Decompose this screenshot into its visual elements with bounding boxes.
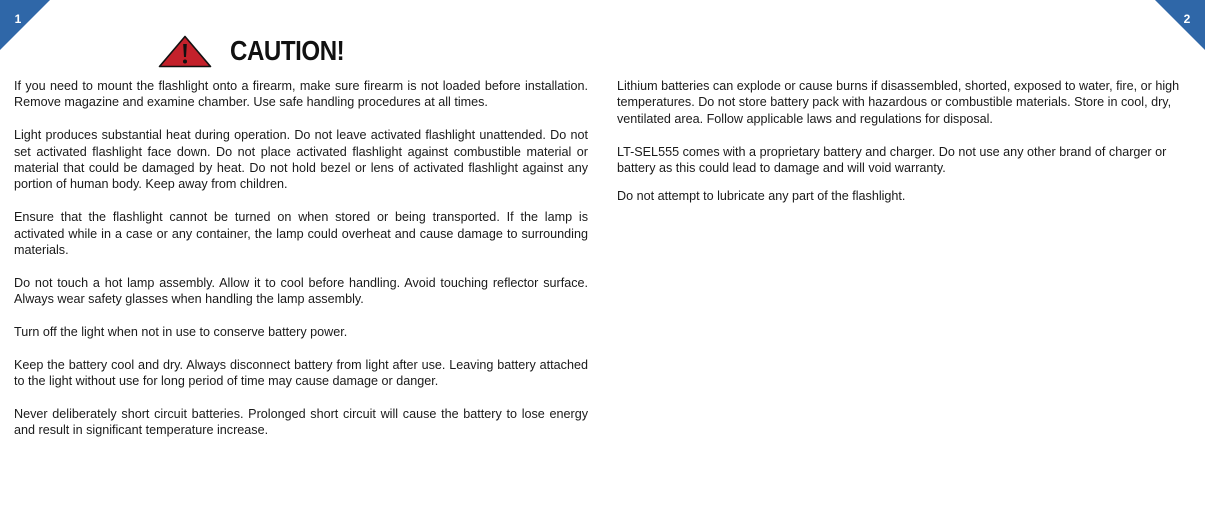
page-number-right: 2 (1183, 12, 1191, 26)
paragraph: Do not touch a hot lamp assembly. Allow it to cool before handling. Avoid touching reflector surface. Always wear safety glasses when handling the lamp assembly. (14, 275, 588, 307)
caution-header (158, 33, 363, 69)
paragraph: Never deliberately short circuit batteries. Prolonged short circuit will cause the battery to lose energy and result in significant temperature increase. (14, 407, 588, 438)
paragraph: Lithium batteries can explode or cause burns if disassembled, shorted, exposed to water, fire, or high temperatures. Do not store battery pack with hazardous or combustible materials. Store in cool, dry, ventilated area. Follow applicable laws and regulations for disposal. (617, 79, 1180, 126)
right-column (617, 78, 1191, 221)
paragraph: Turn off the light when not in use to conserve battery power. (14, 325, 348, 340)
page-number-left: 1 (14, 12, 22, 26)
warning-triangle-icon (158, 35, 212, 68)
paragraph: Do not attempt to lubricate any part of the flashlight. (617, 189, 906, 204)
paragraph: Light produces substantial heat during operation. Do not leave activated flashlight unattended. Do not set activated flashlight face down. Do not place activated flashlight against combustible material or material that could be damaged by heat. Do not hold bezel or lens of activated flashlight against any portion of human body. Keep away from children. (14, 128, 588, 192)
paragraph: Ensure that the flashlight cannot be turned on when stored or being transported. If the lamp is activated while in a case or any container, the lamp could overheat and cause damage to surrounding materials. (14, 210, 588, 258)
paragraph: LT-SEL555 comes with a proprietary battery and charger. Do not use any other brand of charger or battery as this could lead to damage and will void warranty. (617, 144, 1167, 176)
paragraph: If you need to mount the flashlight onto a firearm, make sure firearm is not loaded before installation. Remove magazine and examine chamber. Use safe handling procedures at all times. (14, 79, 588, 110)
left-column (14, 78, 588, 455)
paragraph: Keep the battery cool and dry. Always disconnect battery from light after use. Leaving battery attached to the light without use for long period of time may cause damage or danger. (14, 357, 588, 389)
caution-title: CAUTION! (230, 35, 345, 66)
